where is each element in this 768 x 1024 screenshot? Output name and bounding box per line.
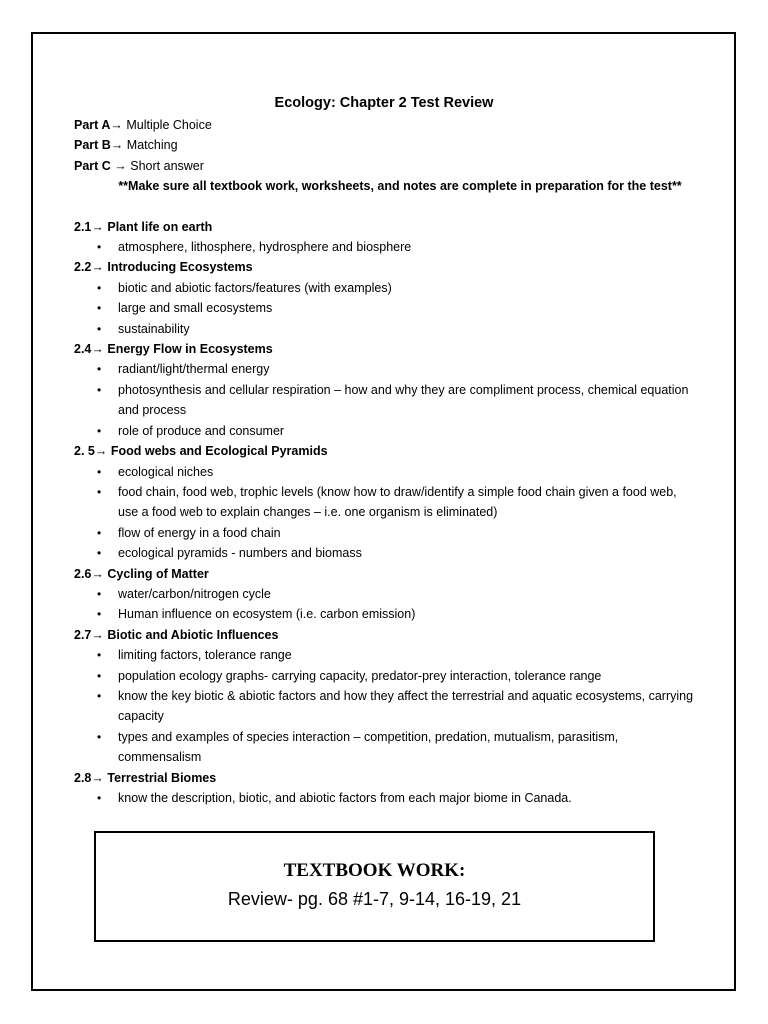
section-title: Plant life on earth — [103, 219, 213, 234]
bullet-icon: • — [97, 423, 102, 438]
list-item — [74, 462, 694, 482]
list-item — [74, 727, 694, 768]
list-item-text: food chain, food web, trophic levels (know how to draw/identify a simple food chain given a food web, use a food web to explain changes – i.e. one organism is eliminated) — [118, 484, 677, 520]
list-item-text: biotic and abiotic factors/features (with examples) — [118, 280, 392, 295]
list-item — [74, 604, 694, 624]
bullet-icon: • — [97, 607, 102, 622]
list-item-text: flow of energy in a food chain — [118, 525, 281, 540]
sections-list — [74, 217, 694, 809]
section-title: Introducing Ecosystems — [103, 260, 253, 275]
list-item — [74, 421, 694, 441]
section-number: 2.7→ — [74, 627, 104, 642]
list-item — [74, 359, 694, 379]
part-label: Part B→ — [74, 138, 124, 153]
list-item — [74, 686, 694, 727]
list-item-text: photosynthesis and cellular respiration – how and why they are compliment process, chemical equation and process — [118, 382, 689, 418]
section-number: 2. 5→ — [74, 444, 108, 459]
list-item-text: water/carbon/nitrogen cycle — [118, 586, 271, 601]
part-line — [74, 115, 694, 135]
bullet-list — [74, 584, 694, 625]
section-number: 2.1→ — [74, 219, 104, 234]
list-item — [74, 584, 694, 604]
list-item-text: atmosphere, lithosphere, hydrosphere and biosphere — [118, 240, 412, 255]
bullet-list — [74, 645, 694, 767]
bullet-icon: • — [97, 382, 102, 397]
list-item — [74, 645, 694, 665]
section-heading — [74, 217, 694, 237]
list-item-text: ecological niches — [118, 464, 214, 479]
document-body — [74, 92, 694, 808]
part-line — [74, 135, 694, 155]
section-heading — [74, 441, 694, 461]
bullet-icon: • — [97, 688, 102, 703]
bullet-icon: • — [97, 321, 102, 336]
part-label: Part C → — [74, 158, 127, 173]
list-item-text: sustainability — [118, 321, 190, 336]
bullet-icon: • — [97, 464, 102, 479]
bullet-icon: • — [97, 240, 102, 255]
section-number: 2.6→ — [74, 566, 104, 581]
list-item-text: radiant/light/thermal energy — [118, 362, 270, 377]
section-number: 2.8→ — [74, 770, 104, 785]
section-title: Biotic and Abiotic Influences — [103, 627, 279, 642]
bullet-icon: • — [97, 791, 102, 805]
bullet-icon: • — [97, 362, 102, 377]
list-item — [74, 523, 694, 543]
section-title: Energy Flow in Ecosystems — [103, 342, 273, 357]
list-item — [74, 380, 694, 421]
part-line — [74, 156, 694, 176]
bullet-icon: • — [97, 586, 102, 601]
list-item — [74, 319, 694, 339]
list-item-text: know the key biotic & abiotic factors and how they affect the terrestrial and aquatic ecosystems, carrying capacity — [118, 688, 694, 724]
textbook-work-heading: TEXTBOOK WORK: — [283, 860, 466, 881]
bullet-icon: • — [97, 484, 102, 499]
bullet-icon: • — [97, 301, 102, 316]
list-item-text: ecological pyramids - numbers and biomass — [118, 546, 362, 561]
list-item — [74, 543, 694, 563]
bullet-icon: • — [97, 729, 102, 744]
list-item-text: population ecology graphs- carrying capacity, predator-prey interaction, tolerance range — [118, 668, 602, 683]
part-text: Short answer — [126, 158, 204, 173]
list-item — [74, 278, 694, 298]
parts-list — [74, 115, 694, 176]
section-heading — [74, 564, 694, 584]
section-number: 2.2→ — [74, 260, 104, 275]
list-item — [74, 482, 694, 523]
bullet-icon: • — [97, 280, 102, 295]
preparation-note: **Make sure all textbook work, worksheets, and notes are complete in preparation for the test** — [118, 179, 682, 194]
list-item-text: role of produce and consumer — [118, 423, 285, 438]
part-label: Part A→ — [74, 118, 123, 132]
bullet-icon: • — [97, 648, 102, 663]
textbook-work-text: Review- pg. 68 #1-7, 9-14, 16-19, 21 — [227, 889, 522, 909]
list-item-text: types and examples of species interaction – competition, predation, mutualism, parasitism, commensalism — [118, 729, 619, 765]
bullet-icon: • — [97, 668, 102, 683]
list-item-text: Human influence on ecosystem (i.e. carbon emission) — [118, 607, 416, 622]
list-item — [74, 788, 694, 808]
bullet-list — [74, 462, 694, 564]
bullet-icon: • — [97, 546, 102, 561]
list-item-text: limiting factors, tolerance range — [118, 648, 292, 663]
section-heading — [74, 339, 694, 359]
list-item-text: large and small ecosystems — [118, 301, 273, 316]
part-text: Matching — [123, 138, 178, 153]
section-heading — [74, 625, 694, 645]
list-item-text: know the description, biotic, and abiotic factors from each major biome in Canada. — [118, 791, 572, 805]
document-title: Ecology: Chapter 2 Test Review — [274, 95, 494, 111]
textbook-work-box — [94, 831, 655, 942]
list-item — [74, 298, 694, 318]
bullet-list — [74, 359, 694, 441]
bullet-list — [74, 278, 694, 339]
section-number: 2.4→ — [74, 342, 104, 357]
part-text: Multiple Choice — [122, 118, 212, 132]
list-item — [74, 666, 694, 686]
section-title: Food webs and Ecological Pyramids — [107, 444, 328, 459]
section-title: Cycling of Matter — [103, 566, 209, 581]
bullet-list — [74, 788, 694, 808]
bullet-icon: • — [97, 525, 102, 540]
section-heading — [74, 257, 694, 277]
section-heading — [74, 768, 694, 788]
section-title: Terrestrial Biomes — [103, 770, 217, 785]
list-item — [74, 237, 694, 257]
bullet-list — [74, 237, 694, 257]
